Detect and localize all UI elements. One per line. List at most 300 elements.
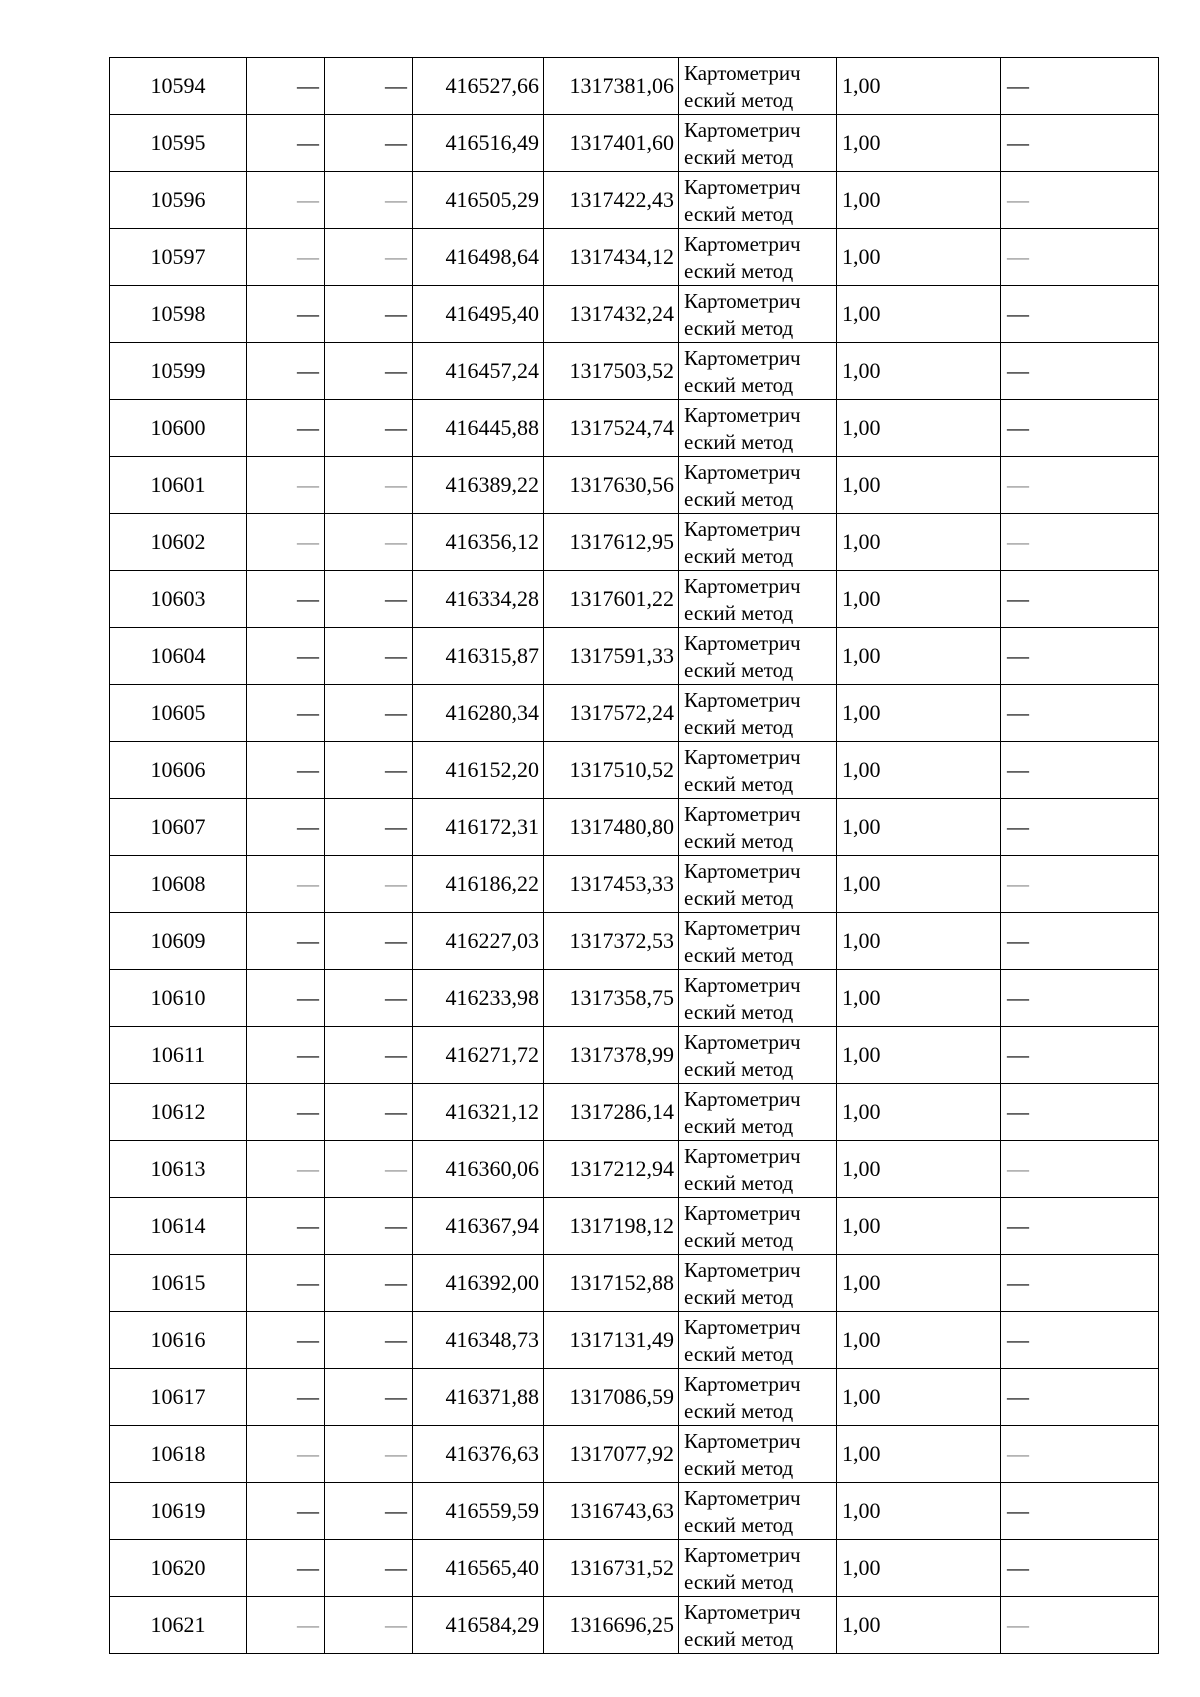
x-coordinate-cell: 416559,59 [413,1483,544,1540]
y-coordinate-cell: 1317503,52 [544,343,679,400]
method-cell [679,970,837,1027]
point-number-cell: 10602 [110,514,247,571]
method-text-line-2: еский метод [684,886,794,910]
point-number-cell: 10615 [110,1255,247,1312]
y-coordinate-cell: 1317432,24 [544,286,679,343]
method-text-line-1: Картометрич [684,688,801,712]
empty-value-cell: — [325,1312,413,1369]
method-cell [679,742,837,799]
point-number-cell: 10601 [110,457,247,514]
empty-value-cell: — [247,1540,325,1597]
empty-value-cell: — [1001,970,1159,1027]
empty-value-cell: — [1001,1255,1159,1312]
accuracy-cell: 1,00 [837,1198,1001,1255]
x-coordinate-cell: 416389,22 [413,457,544,514]
method-text-line-1: Картометрич [684,517,801,541]
point-number-cell: 10619 [110,1483,247,1540]
method-text-line-2: еский метод [684,772,794,796]
y-coordinate-cell: 1317286,14 [544,1084,679,1141]
empty-value-cell: — [1001,1369,1159,1426]
empty-value-cell: — [1001,172,1159,229]
point-number-cell: 10621 [110,1597,247,1654]
y-coordinate-cell: 1316696,25 [544,1597,679,1654]
empty-value-cell: — [247,58,325,115]
empty-value-cell: — [1001,1141,1159,1198]
y-coordinate-cell: 1317131,49 [544,1312,679,1369]
table-row [110,229,1159,286]
method-cell [679,1198,837,1255]
method-text-line-2: еский метод [684,373,794,397]
accuracy-cell: 1,00 [837,457,1001,514]
accuracy-cell: 1,00 [837,229,1001,286]
method-cell [679,1483,837,1540]
x-coordinate-cell: 416367,94 [413,1198,544,1255]
y-coordinate-cell: 1317434,12 [544,229,679,286]
empty-value-cell: — [1001,1312,1159,1369]
y-coordinate-cell: 1317453,33 [544,856,679,913]
x-coordinate-cell: 416371,88 [413,1369,544,1426]
table-row [110,172,1159,229]
empty-value-cell: — [1001,628,1159,685]
method-text-line-1: Картометрич [684,1201,801,1225]
empty-value-cell: — [247,1369,325,1426]
point-number-cell: 10613 [110,1141,247,1198]
point-number-cell: 10595 [110,115,247,172]
method-text-line-2: еский метод [684,943,794,967]
y-coordinate-cell: 1317378,99 [544,1027,679,1084]
empty-value-cell: — [1001,1483,1159,1540]
point-number-cell: 10618 [110,1426,247,1483]
table-row [110,1084,1159,1141]
point-number-cell: 10598 [110,286,247,343]
method-text-line-2: еский метод [684,1570,794,1594]
empty-value-cell: — [325,514,413,571]
point-number-cell: 10603 [110,571,247,628]
x-coordinate-cell: 416376,63 [413,1426,544,1483]
accuracy-cell: 1,00 [837,115,1001,172]
point-number-cell: 10606 [110,742,247,799]
empty-value-cell: — [247,856,325,913]
y-coordinate-cell: 1317198,12 [544,1198,679,1255]
method-text-line-2: еский метод [684,601,794,625]
point-number-cell: 10594 [110,58,247,115]
method-text-line-2: еский метод [684,88,794,112]
x-coordinate-cell: 416565,40 [413,1540,544,1597]
empty-value-cell: — [247,343,325,400]
y-coordinate-cell: 1317358,75 [544,970,679,1027]
empty-value-cell: — [325,1084,413,1141]
table-row [110,799,1159,856]
method-text-line-2: еский метод [684,145,794,169]
table-row [110,400,1159,457]
empty-value-cell: — [325,1426,413,1483]
method-text-line-1: Картометрич [684,1600,801,1624]
table-row [110,1027,1159,1084]
empty-value-cell: — [247,1141,325,1198]
method-cell [679,1597,837,1654]
method-cell [679,286,837,343]
y-coordinate-cell: 1317372,53 [544,913,679,970]
method-cell [679,1426,837,1483]
method-text-line-1: Картометрич [684,118,801,142]
method-text-line-1: Картометрич [684,61,801,85]
empty-value-cell: — [1001,1027,1159,1084]
empty-value-cell: — [247,571,325,628]
empty-value-cell: — [247,1426,325,1483]
empty-value-cell: — [325,913,413,970]
empty-value-cell: — [325,457,413,514]
empty-value-cell: — [247,913,325,970]
accuracy-cell: 1,00 [837,1141,1001,1198]
method-text-line-1: Картометрич [684,1486,801,1510]
table-row [110,115,1159,172]
method-cell [679,1027,837,1084]
empty-value-cell: — [247,286,325,343]
empty-value-cell: — [325,628,413,685]
method-cell [679,1141,837,1198]
accuracy-cell: 1,00 [837,1540,1001,1597]
x-coordinate-cell: 416495,40 [413,286,544,343]
empty-value-cell: — [325,1198,413,1255]
empty-value-cell: — [1001,913,1159,970]
x-coordinate-cell: 416227,03 [413,913,544,970]
method-text-line-1: Картометрич [684,403,801,427]
empty-value-cell: — [325,229,413,286]
point-number-cell: 10607 [110,799,247,856]
empty-value-cell: — [247,1027,325,1084]
coordinates-table-body [110,58,1159,1654]
x-coordinate-cell: 416356,12 [413,514,544,571]
method-text-line-1: Картометрич [684,289,801,313]
table-row [110,1540,1159,1597]
method-text-line-2: еский метод [684,316,794,340]
empty-value-cell: — [247,1312,325,1369]
y-coordinate-cell: 1317381,06 [544,58,679,115]
method-text-line-2: еский метод [684,202,794,226]
y-coordinate-cell: 1317510,52 [544,742,679,799]
empty-value-cell: — [247,229,325,286]
x-coordinate-cell: 416321,12 [413,1084,544,1141]
x-coordinate-cell: 416457,24 [413,343,544,400]
y-coordinate-cell: 1317591,33 [544,628,679,685]
empty-value-cell: — [1001,1426,1159,1483]
table-row [110,58,1159,115]
empty-value-cell: — [247,799,325,856]
x-coordinate-cell: 416360,06 [413,1141,544,1198]
method-cell [679,343,837,400]
method-cell [679,1369,837,1426]
accuracy-cell: 1,00 [837,1483,1001,1540]
method-cell [679,400,837,457]
table-row [110,1426,1159,1483]
point-number-cell: 10616 [110,1312,247,1369]
method-text-line-2: еский метод [684,1114,794,1138]
method-text-line-1: Картометрич [684,1087,801,1111]
empty-value-cell: — [247,115,325,172]
method-cell [679,172,837,229]
method-text-line-1: Картометрич [684,745,801,769]
method-text-line-1: Картометрич [684,1429,801,1453]
method-cell [679,115,837,172]
method-text-line-2: еский метод [684,430,794,454]
empty-value-cell: — [1001,115,1159,172]
empty-value-cell: — [247,1483,325,1540]
x-coordinate-cell: 416505,29 [413,172,544,229]
method-text-line-1: Картометрич [684,1030,801,1054]
method-text-line-2: еский метод [684,1342,794,1366]
table-row [110,457,1159,514]
empty-value-cell: — [1001,400,1159,457]
accuracy-cell: 1,00 [837,1027,1001,1084]
method-cell [679,685,837,742]
empty-value-cell: — [247,628,325,685]
empty-value-cell: — [1001,1198,1159,1255]
x-coordinate-cell: 416233,98 [413,970,544,1027]
empty-value-cell: — [247,685,325,742]
method-cell [679,1312,837,1369]
empty-value-cell: — [1001,58,1159,115]
accuracy-cell: 1,00 [837,514,1001,571]
table-row [110,571,1159,628]
empty-value-cell: — [325,799,413,856]
table-row [110,628,1159,685]
empty-value-cell: — [1001,286,1159,343]
empty-value-cell: — [247,1255,325,1312]
point-number-cell: 10600 [110,400,247,457]
x-coordinate-cell: 416527,66 [413,58,544,115]
empty-value-cell: — [1001,343,1159,400]
table-row [110,1255,1159,1312]
y-coordinate-cell: 1317612,95 [544,514,679,571]
point-number-cell: 10611 [110,1027,247,1084]
method-text-line-2: еский метод [684,1057,794,1081]
method-cell [679,58,837,115]
accuracy-cell: 1,00 [837,1597,1001,1654]
empty-value-cell: — [325,1540,413,1597]
x-coordinate-cell: 416516,49 [413,115,544,172]
table-row [110,1141,1159,1198]
y-coordinate-cell: 1317152,88 [544,1255,679,1312]
method-text-line-2: еский метод [684,1513,794,1537]
method-cell [679,913,837,970]
point-number-cell: 10617 [110,1369,247,1426]
y-coordinate-cell: 1317524,74 [544,400,679,457]
table-row [110,1198,1159,1255]
empty-value-cell: — [325,685,413,742]
table-row [110,514,1159,571]
point-number-cell: 10596 [110,172,247,229]
method-cell [679,856,837,913]
table-row [110,913,1159,970]
x-coordinate-cell: 416334,28 [413,571,544,628]
point-number-cell: 10599 [110,343,247,400]
accuracy-cell: 1,00 [837,571,1001,628]
method-text-line-2: еский метод [684,1456,794,1480]
x-coordinate-cell: 416445,88 [413,400,544,457]
empty-value-cell: — [1001,1084,1159,1141]
method-text-line-2: еский метод [684,259,794,283]
empty-value-cell: — [325,856,413,913]
x-coordinate-cell: 416152,20 [413,742,544,799]
y-coordinate-cell: 1317077,92 [544,1426,679,1483]
table-row [110,856,1159,913]
method-text-line-1: Картометрич [684,1543,801,1567]
method-text-line-2: еский метод [684,1285,794,1309]
empty-value-cell: — [325,58,413,115]
method-text-line-2: еский метод [684,544,794,568]
method-text-line-1: Картометрич [684,346,801,370]
method-text-line-2: еский метод [684,487,794,511]
empty-value-cell: — [247,172,325,229]
accuracy-cell: 1,00 [837,58,1001,115]
method-text-line-1: Картометрич [684,460,801,484]
table-row [110,1483,1159,1540]
empty-value-cell: — [1001,685,1159,742]
x-coordinate-cell: 416280,34 [413,685,544,742]
x-coordinate-cell: 416172,31 [413,799,544,856]
empty-value-cell: — [1001,1597,1159,1654]
method-cell [679,1540,837,1597]
method-text-line-2: еский метод [684,1000,794,1024]
method-text-line-1: Картометрич [684,916,801,940]
method-cell [679,514,837,571]
x-coordinate-cell: 416315,87 [413,628,544,685]
empty-value-cell: — [325,1255,413,1312]
method-text-line-1: Картометрич [684,859,801,883]
method-text-line-1: Картометрич [684,1372,801,1396]
x-coordinate-cell: 416584,29 [413,1597,544,1654]
empty-value-cell: — [325,1483,413,1540]
method-text-line-1: Картометрич [684,1315,801,1339]
empty-value-cell: — [325,343,413,400]
point-number-cell: 10609 [110,913,247,970]
y-coordinate-cell: 1316731,52 [544,1540,679,1597]
point-number-cell: 10610 [110,970,247,1027]
method-cell [679,571,837,628]
accuracy-cell: 1,00 [837,685,1001,742]
method-cell [679,457,837,514]
accuracy-cell: 1,00 [837,1426,1001,1483]
y-coordinate-cell: 1316743,63 [544,1483,679,1540]
method-cell [679,628,837,685]
empty-value-cell: — [247,742,325,799]
empty-value-cell: — [1001,856,1159,913]
empty-value-cell: — [1001,742,1159,799]
accuracy-cell: 1,00 [837,970,1001,1027]
empty-value-cell: — [325,742,413,799]
y-coordinate-cell: 1317401,60 [544,115,679,172]
table-row [110,1597,1159,1654]
empty-value-cell: — [1001,1540,1159,1597]
method-cell [679,1255,837,1312]
x-coordinate-cell: 416348,73 [413,1312,544,1369]
accuracy-cell: 1,00 [837,1084,1001,1141]
point-number-cell: 10620 [110,1540,247,1597]
table-row [110,1312,1159,1369]
empty-value-cell: — [325,1141,413,1198]
empty-value-cell: — [325,115,413,172]
coordinates-table [109,57,1159,1654]
empty-value-cell: — [247,1084,325,1141]
empty-value-cell: — [247,457,325,514]
y-coordinate-cell: 1317572,24 [544,685,679,742]
x-coordinate-cell: 416186,22 [413,856,544,913]
accuracy-cell: 1,00 [837,1255,1001,1312]
method-cell [679,799,837,856]
point-number-cell: 10608 [110,856,247,913]
method-text-line-1: Картометрич [684,1144,801,1168]
x-coordinate-cell: 416498,64 [413,229,544,286]
empty-value-cell: — [325,970,413,1027]
empty-value-cell: — [247,970,325,1027]
y-coordinate-cell: 1317480,80 [544,799,679,856]
accuracy-cell: 1,00 [837,856,1001,913]
y-coordinate-cell: 1317422,43 [544,172,679,229]
accuracy-cell: 1,00 [837,1369,1001,1426]
method-text-line-2: еский метод [684,1399,794,1423]
empty-value-cell: — [247,1597,325,1654]
x-coordinate-cell: 416392,00 [413,1255,544,1312]
method-text-line-2: еский метод [684,1627,794,1651]
method-cell [679,229,837,286]
accuracy-cell: 1,00 [837,1312,1001,1369]
accuracy-cell: 1,00 [837,913,1001,970]
table-row [110,343,1159,400]
method-text-line-2: еский метод [684,658,794,682]
method-text-line-1: Картометрич [684,802,801,826]
empty-value-cell: — [325,1027,413,1084]
accuracy-cell: 1,00 [837,628,1001,685]
point-number-cell: 10604 [110,628,247,685]
x-coordinate-cell: 416271,72 [413,1027,544,1084]
empty-value-cell: — [325,400,413,457]
table-row [110,742,1159,799]
method-text-line-2: еский метод [684,1228,794,1252]
empty-value-cell: — [325,1369,413,1426]
empty-value-cell: — [325,1597,413,1654]
empty-value-cell: — [1001,799,1159,856]
empty-value-cell: — [325,286,413,343]
empty-value-cell: — [1001,457,1159,514]
point-number-cell: 10612 [110,1084,247,1141]
empty-value-cell: — [325,571,413,628]
empty-value-cell: — [247,1198,325,1255]
accuracy-cell: 1,00 [837,400,1001,457]
method-text-line-1: Картометрич [684,1258,801,1282]
y-coordinate-cell: 1317086,59 [544,1369,679,1426]
y-coordinate-cell: 1317212,94 [544,1141,679,1198]
table-row [110,685,1159,742]
y-coordinate-cell: 1317630,56 [544,457,679,514]
method-text-line-2: еский метод [684,829,794,853]
empty-value-cell: — [1001,514,1159,571]
point-number-cell: 10614 [110,1198,247,1255]
empty-value-cell: — [325,172,413,229]
table-row [110,286,1159,343]
table-row [110,970,1159,1027]
method-text-line-2: еский метод [684,715,794,739]
empty-value-cell: — [247,514,325,571]
method-text-line-1: Картометрич [684,631,801,655]
point-number-cell: 10605 [110,685,247,742]
empty-value-cell: — [1001,571,1159,628]
empty-value-cell: — [247,400,325,457]
accuracy-cell: 1,00 [837,172,1001,229]
point-number-cell: 10597 [110,229,247,286]
table-row [110,1369,1159,1426]
method-text-line-1: Картометрич [684,574,801,598]
method-text-line-1: Картометрич [684,175,801,199]
